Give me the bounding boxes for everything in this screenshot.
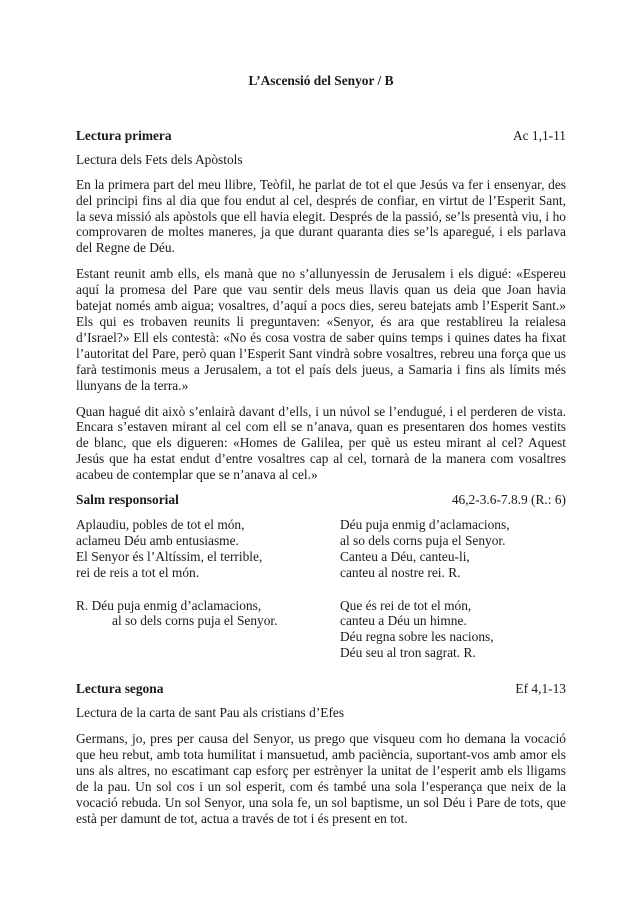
psalm-section	[76, 492, 566, 661]
second-reading-paragraph-1: Germans, jo, pres per causa del Senyor, us prego que visqueu com ho demana la vocació que heu rebut, amb tota humilitat i mansuetud, amb paciència, suportant-vos amb amor els uns als altres, no escatimant cap esforç per estrènyer la unitat de l’esperit amb els lligams de la pau. Un sol cos i un sol esperit, com és també una sola l’esperança que neix de la vocació rebuda. Un sol Senyor, una sola fe, un sol baptisme, un sol Déu i Pare de tots, que està per damunt de tot, actua a través de tot i és present en tot.	[76, 731, 566, 826]
first-reading-reference: Ac 1,1-11	[512, 127, 566, 143]
psalm-stanza-1	[76, 517, 340, 581]
psalm-line: canteu al nostre rei. R.	[340, 564, 461, 580]
first-reading-paragraph-3: Quan hagué dit això s’enlairà davant d’ells, i un núvol se l’endugué, i el perderen de vista. Encara s’estaven mirant al cel com ell se n’anava, quan es presentaren dos homes vestits de blanc, que els digueren: «Homes de Galilea, per què us esteu mirant al cel? Aquest Jesús que ha estat endut d’entre vosaltres cap al cel, tornarà de la manera com vosaltres acabeu de contemplar que se n’anava al cel.»	[76, 403, 566, 483]
psalm-stanza-row-2	[76, 598, 566, 662]
first-reading-heading-row	[76, 128, 566, 144]
psalm-reference: 46,2-3.6-7.8.9 (R.: 6)	[451, 492, 566, 508]
psalm-stanza-row-1	[76, 517, 566, 581]
document-title: L’Ascensió del Senyor / B	[248, 73, 394, 88]
psalm-refrain-line: al so dels corns puja el Senyor.	[112, 613, 278, 629]
psalm-line: rei de reis a tot el món.	[76, 564, 200, 580]
psalm-line: Que és rei de tot el món,	[340, 597, 472, 613]
psalm-line: El Senyor és l’Altíssim, el terrible,	[76, 548, 263, 564]
second-reading-section	[76, 681, 566, 826]
first-reading-heading: Lectura primera	[76, 127, 172, 143]
psalm-stanza-2	[340, 517, 566, 581]
psalm-refrain	[76, 598, 340, 662]
first-reading-paragraph-2: Estant reunit amb ells, els manà que no s’allunyessin de Jerusalem i els digué: «Espereu aquí la promesa del Pare que vau sentir dels meus llavis quan us deia que Joan havia batejat només amb aigua; vosaltres, d’aquí a pocs dies, sereu batejats amb l’Esperit Sant.» Els qui es trobaven reunits li preguntaven: «Senyor, és ara que restablireu la reialesa d’Israel?» Ell els contestà: «No és cosa vostra de saber quins temps i quines dates ha fixat l’autoritat del Pare, però quan l’Esperit Sant vindrà sobre vosaltres, rebreu una força que us farà testimonis meus a Jerusalem, a tot el país dels jueus, a Samaria i fins als límits més llunyans de la terra.»	[76, 266, 566, 393]
psalm-heading-row	[76, 492, 566, 508]
second-reading-source: Lectura de la carta de sant Pau als cristians d’Efes	[76, 705, 345, 721]
psalm-line: Déu regna sobre les nacions,	[340, 629, 494, 645]
first-reading-section	[76, 128, 566, 483]
first-reading-paragraph-1: En la primera part del meu llibre, Teòfil, he parlat de tot el que Jesús va fer i ensenyar, des del principi fins al dia que fou endut al cel, després de confiar, en virtut de l’Esperit Sant, la seva missió als apòstols que ell havia elegit. Després de la passió, se’ls presentà viu, i ho comprovaren de moltes maneres, ja que durant quaranta dies se’ls aparegué, i els parlava del Regne de Déu.	[76, 176, 566, 256]
psalm-line: Canteu a Déu, canteu-li,	[340, 548, 470, 564]
psalm-refrain-line: R. Déu puja enmig d’aclamacions,	[76, 597, 262, 613]
psalm-heading: Salm responsorial	[76, 492, 179, 508]
psalm-line: aclameu Déu amb entusiasme.	[76, 532, 239, 548]
psalm-stanza-3	[340, 598, 566, 662]
psalm-line: Aplaudiu, pobles de tot el món,	[76, 516, 245, 532]
first-reading-source: Lectura dels Fets dels Apòstols	[76, 151, 243, 167]
psalm-line: Déu seu al tron sagrat. R.	[340, 645, 476, 661]
psalm-line: canteu a Déu un himne.	[340, 613, 467, 629]
second-reading-heading-row	[76, 681, 566, 697]
psalm-line: Déu puja enmig d’aclamacions,	[340, 516, 510, 532]
second-reading-reference: Ef 4,1-13	[515, 681, 566, 697]
psalm-line: al so dels corns puja el Senyor.	[340, 532, 506, 548]
second-reading-heading: Lectura segona	[76, 681, 164, 697]
